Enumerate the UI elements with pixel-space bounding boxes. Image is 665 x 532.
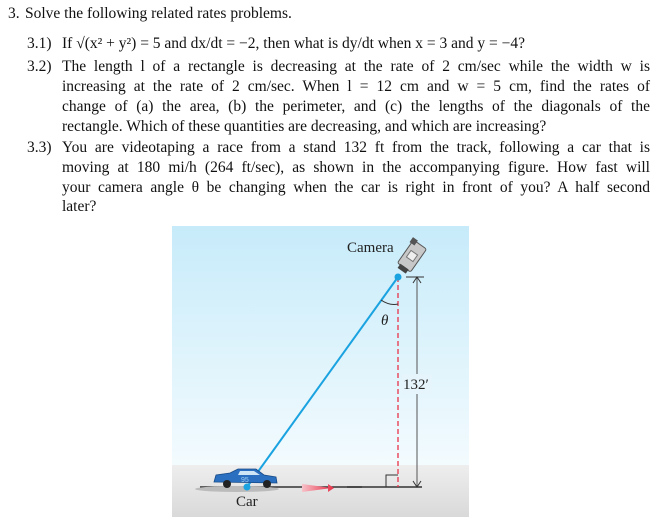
car-number: 95: [241, 477, 249, 484]
camera-point: [395, 274, 402, 281]
car-label: Car: [236, 494, 258, 510]
item-3-2-line: rectangle. Which of these quantities are decreasing, and which are increasing?: [62, 118, 547, 135]
item-3-2-line: The length l of a rectangle is decreasing at the rate of 2 cm/sec while the width w is: [62, 58, 650, 75]
problem-title: Solve the following related rates problems.: [25, 5, 292, 22]
item-3-3-line: later?: [62, 198, 97, 215]
car-point: [244, 484, 251, 491]
distance-label: 132′: [403, 377, 429, 393]
sky-background: [172, 226, 469, 465]
item-3-3-line: your camera angle θ be changing when the car is right in front of you? A half second: [62, 179, 650, 196]
item-3-2-line: change of (a) the area, (b) the perimeter, and (c) the lengths of the diagonals of the: [62, 98, 650, 115]
item-3-2-line: increasing at the rate of 2 cm/sec. When l = 12 cm and w = 5 cm, find the rates of: [62, 78, 650, 95]
item-3-3-line: You are videotaping a race from a stand 132 ft from the track, following a car that is: [62, 139, 650, 156]
item-3-3-line: moving at 180 mi/h (264 ft/sec), as shown in the accompanying figure. How fast will: [62, 159, 650, 176]
camera-label: Camera: [347, 240, 394, 256]
race-camera-figure: [172, 226, 469, 517]
problem-number: 3.: [8, 5, 20, 22]
item-3-1-line: If √(x² + y²) = 5 and dx/dt = −2, then what is dy/dt when x = 3 and y = −4?: [62, 35, 525, 52]
item-label: 3.3): [27, 139, 52, 156]
item-label: 3.2): [27, 58, 52, 75]
angle-label: θ: [381, 313, 389, 329]
item-label: 3.1): [27, 35, 52, 52]
